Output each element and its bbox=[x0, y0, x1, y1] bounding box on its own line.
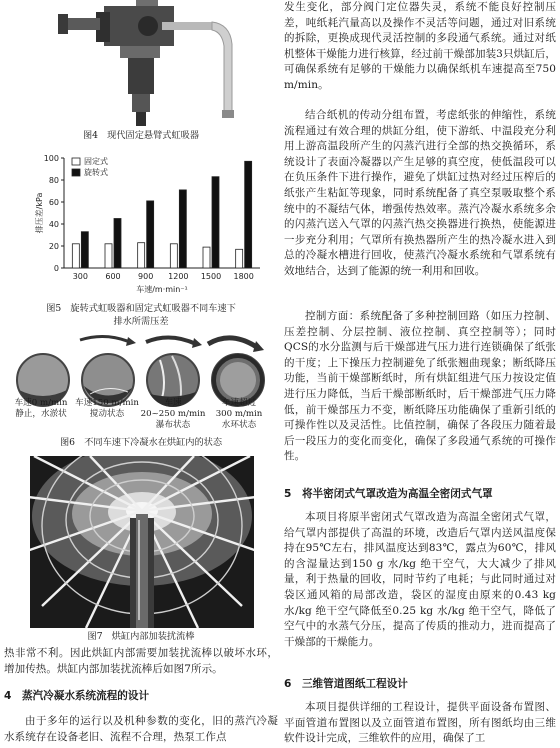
section-5-title: 5 将半密闭式气罩改造为高温全密闭式气罩 bbox=[284, 488, 493, 500]
x-tick-label: 1500 bbox=[200, 272, 222, 281]
legend-swatch bbox=[72, 158, 80, 165]
paragraph-control: 控制方面：系统配备了多种控制回路（如压力控制、压差控制、分层控制、液位控制、真空控制等）；同时QCS的水分监测与后干燥部进气压力进行连锁确保了纸张的干度；上下操压力控制避免了纸张翘曲现象；断纸降压功能，当前干燥部断纸时，所有烘缸组进气压力按设定值进行压力降低，当后干燥部断纸时，后干燥部进气压力降低，前干燥部压力不变，断纸降压功能确保了重新引纸的可操作性以及灵活性。比值控制，确保了各段压力随着最后一段压力的变化而变化，确保了多段通气系统的可操作性。 bbox=[284, 310, 556, 463]
bar-fixed bbox=[203, 247, 210, 268]
state-label-static: 车速0 m/min 静止，水淤状 bbox=[14, 398, 68, 419]
legend-label: 固定式 bbox=[84, 157, 108, 166]
paragraph-hood: 本项目将原半密闭式气罩改造为高温全密闭式气罩，给气罩内部提供了高温的环境，改造后气罩内送风温度保持在95℃左右，排风温度达到83℃，露点为60℃，排风的含湿量达到150 g 水/kg 绝干空气，大大减少了排风量，利于热量的回收，同时节约了电耗；与此同时通过对袋区通风箱的局部改造，袋区的湿度由原来的0.43 kg 水/kg 绝干空气降低至0.25 kg 水/kg 绝干空气，降低了空气中的水蒸气分压，提高了传质的推动力，进而提高了干燥部的干燥能力。 bbox=[284, 511, 556, 648]
bar-fixed bbox=[105, 244, 112, 268]
bar-fixed bbox=[170, 244, 177, 268]
y-tick-label: 20 bbox=[48, 242, 59, 251]
y-tick-label: 100 bbox=[43, 154, 59, 163]
y-tick-label: 60 bbox=[48, 198, 59, 207]
x-tick-label: 1200 bbox=[168, 272, 189, 281]
bar-rotary bbox=[81, 232, 88, 268]
siphon-drawing bbox=[44, 0, 244, 128]
x-tick-label: 1800 bbox=[233, 272, 254, 281]
figure-5-caption-line1: 图5 旋转式虹吸器和固定式虹吸器不同车速下 bbox=[46, 303, 236, 314]
figure-4-caption: 图4 现代固定悬臂式虹吸器 bbox=[82, 130, 200, 141]
bar-rotary bbox=[114, 219, 121, 269]
state-label-stirred: 车速150 m/min 搅动状态 bbox=[75, 398, 139, 419]
bar-fixed bbox=[236, 249, 243, 268]
state-label-rimming: 车速超过 300 m/min 水环状态 bbox=[215, 398, 263, 430]
x-tick-label: 300 bbox=[72, 272, 88, 281]
bar-fixed bbox=[138, 243, 145, 268]
bar-chart bbox=[34, 150, 270, 300]
y-tick-label: 0 bbox=[53, 264, 59, 273]
figure-7-image bbox=[30, 456, 254, 628]
bar-rotary bbox=[212, 177, 219, 268]
y-tick-label: 40 bbox=[48, 220, 59, 229]
bar-rotary bbox=[147, 201, 154, 268]
section-4-title: 4 蒸汽冷凝水系统流程的设计 bbox=[4, 690, 150, 702]
state-label-cascade: 车速 20~250 m/min 瀑布状态 bbox=[140, 398, 206, 430]
bar-rotary bbox=[245, 161, 252, 268]
bar-fixed bbox=[72, 244, 79, 268]
spoiler-bars-drawing bbox=[30, 456, 254, 628]
figure-7-caption: 图7 烘缸内部加装扰流棒 bbox=[87, 631, 195, 642]
bar-rotary bbox=[179, 190, 186, 268]
figure-6-caption: 图6 不同车速下冷凝水在烘缸内的状态 bbox=[59, 437, 223, 448]
section-6-title: 6 三维管道图纸工程设计 bbox=[284, 678, 408, 690]
figure-4-image bbox=[44, 0, 244, 128]
paragraph-process-design: 结合纸机的传动分组布置，考虑纸张的伸缩性，系统流程通过有效合理的烘缸分组，使下游纸、中温段充分利用上游高温段所产生的闪蒸汽进行全部的热交换循环，系统设计了表面冷凝器以产生足够的真空度，使低温段可以在负压条件下进行操作，避免了烘缸过热对经过压榨后的纸张产生粘缸等现象，同时系统配备了真空泵吸取整个系统中的不凝结气体，增强传热效率。蒸汽冷凝水系统多余的闪蒸汽送入气罩的闪蒸汽热交换器进行换热，使能源进一步充分利用；气罩所有换热器所产生的热冷凝水进入到总的冷凝水槽进行回收，使蒸汽冷凝水系统和气罩系统有效地结合，达到了能源的统一利用和回收。 bbox=[284, 109, 556, 277]
section-4-paragraph: 由于多年的运行以及机种参数的变化，旧的蒸汽冷凝水系统存在设备老旧、流程不合理，热泵工作点 bbox=[4, 715, 278, 743]
x-tick-label: 600 bbox=[105, 272, 121, 281]
figure-5-caption-line2: 排水所需压差 bbox=[113, 316, 169, 327]
y-axis-label: 排压差/kPa bbox=[35, 192, 44, 234]
legend-label: 旋转式 bbox=[84, 168, 108, 177]
legend-swatch bbox=[72, 169, 80, 176]
paragraph-3d-design: 本项目提供详细的工程设计，提供平面设备布置图、平面管道布置图以及立面管道布置图，所有图纸均由三维软件设计完成，三维软件的应用，确保了工 bbox=[284, 701, 556, 745]
paragraph-spoiler-bars: 热非常不利。因此烘缸内部需要加装扰流棒以破坏水环，增加传热。烘缸内部加装扰流棒后如图7所示。 bbox=[4, 647, 278, 675]
figure-5-chart bbox=[34, 150, 270, 300]
x-tick-label: 900 bbox=[138, 272, 154, 281]
x-axis-label: 车速/m·min⁻¹ bbox=[136, 285, 188, 294]
y-tick-label: 80 bbox=[48, 176, 59, 185]
paragraph-system-upgrade: 发生变化，部分阀门定位器失灵，系统不能良好控制压差，吨纸耗汽量高以及操作不灵活等问题，通过对旧系统的拆除，更换成现代灵活控制的多段通气系统。通过对纸机整体干燥能力进行核算，经过前干燥部加装3只烘缸后，可确保系统有足够的干燥能力以确保纸机车速提高至750 m/min。 bbox=[284, 1, 556, 91]
